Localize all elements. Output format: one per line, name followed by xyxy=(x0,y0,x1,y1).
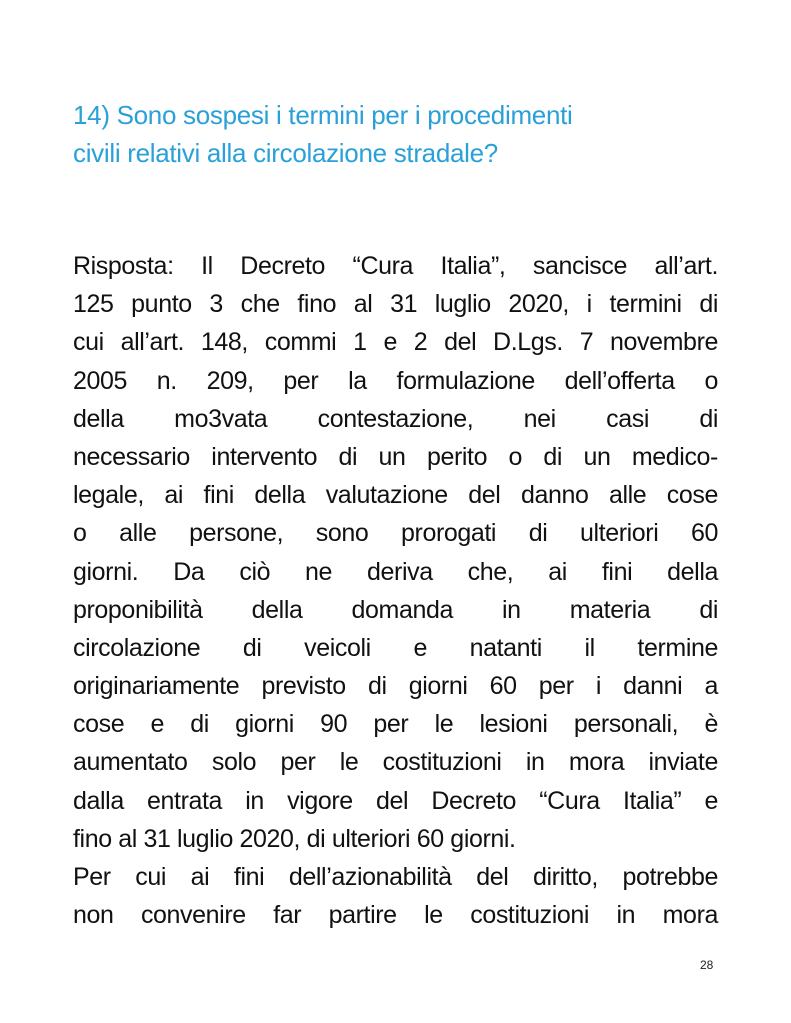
answer-text xyxy=(73,247,718,934)
answer-line: della mo3vata contestazione, nei casi di xyxy=(73,404,718,433)
answer-line: circolazione di veicoli e natanti il termine xyxy=(73,633,718,662)
answer-line: cose e di giorni 90 per le lesioni personali, è xyxy=(73,710,718,739)
answer-line: fino al 31 luglio 2020, di ulteriori 60 giorni. xyxy=(73,824,516,853)
answer-line: originariamente previsto di giorni 60 per i danni a xyxy=(73,672,718,701)
heading-line: 14) Sono sospesi i termini per i procedimenti xyxy=(73,100,573,130)
answer-line: cui all’art. 148, commi 1 e 2 del D.Lgs. 7 novembre xyxy=(73,328,718,357)
heading-line: civili relativi alla circolazione stradale? xyxy=(73,138,498,168)
answer-line: non convenire far partire le costituzioni in mora xyxy=(73,901,718,930)
answer-line: legale, ai fini della valutazione del danno alle cose xyxy=(73,481,718,510)
answer-line: proponibilità della domanda in materia di xyxy=(73,595,718,624)
answer-line: Risposta: Il Decreto “Cura Italia”, sancisce all’art. xyxy=(73,252,718,280)
answer-line: 125 punto 3 che fino al 31 luglio 2020, i termini di xyxy=(73,290,718,319)
answer-line: giorni. Da ciò ne deriva che, ai fini della xyxy=(73,557,718,586)
answer-line: o alle persone, sono prorogati di ulteriori 60 xyxy=(73,519,718,548)
answer-line: necessario intervento di un perito o di un medico- xyxy=(73,442,718,471)
page-number: 28 xyxy=(700,958,714,972)
question-heading xyxy=(73,96,733,172)
answer-line: 2005 n. 209, per la formulazione dell’offerta o xyxy=(73,366,718,395)
answer-line: dalla entrata in vigore del Decreto “Cura Italia” e xyxy=(73,786,718,815)
answer-line: Per cui ai fini dell’azionabilità del diritto, potrebbe xyxy=(73,863,718,891)
answer-line: aumentato solo per le costituzioni in mora inviate xyxy=(73,748,718,777)
